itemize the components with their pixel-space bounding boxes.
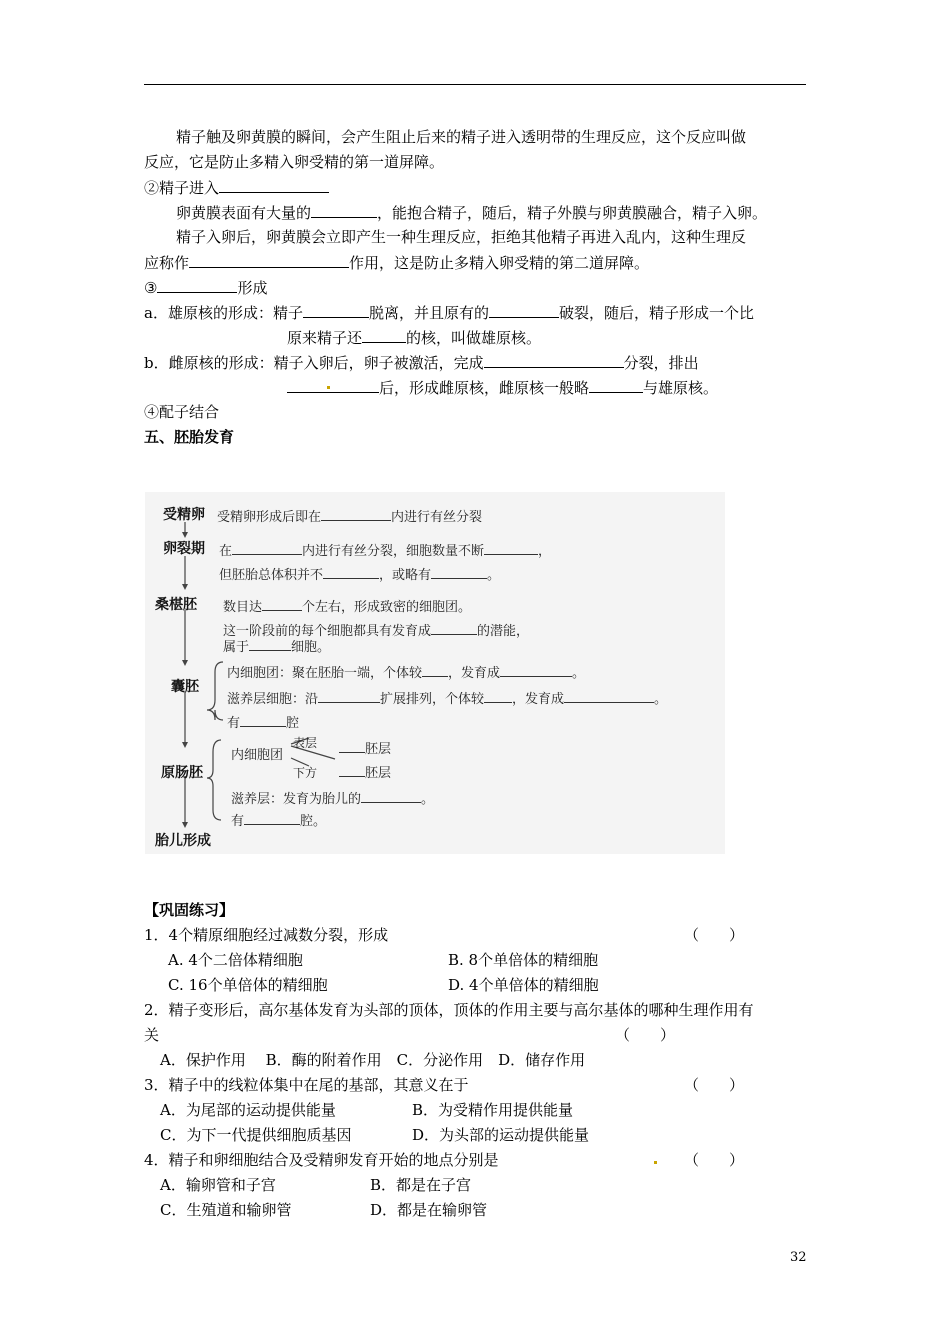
q2-stem-line-2: 关 bbox=[144, 1026, 160, 1044]
q1-answer-paren: （ ） bbox=[684, 926, 745, 944]
male-pronucleus-line-2 bbox=[287, 327, 541, 348]
q4-stem: 4．精子和卵细胞结合及受精卵发育开始的地点分别是 bbox=[144, 1151, 499, 1169]
a-text-4: 原来精子还 bbox=[287, 329, 363, 347]
gastrula-cavity: 有 腔。 bbox=[231, 814, 327, 829]
morula-desc-1: 数目达 个左右，形成致密的细胞团。 bbox=[223, 600, 472, 615]
step-2-line bbox=[144, 177, 329, 198]
blank bbox=[484, 352, 624, 368]
a-text-1: 精子 bbox=[272, 304, 303, 322]
q1-option-c: C. 16个单倍体的精细胞 bbox=[168, 976, 328, 994]
step-3-line bbox=[144, 277, 267, 298]
q1-option-a: A. 4个二倍体精细胞 bbox=[168, 951, 303, 969]
para-1-line-2: 反应，它是防止多精入卵受精的第一道屏障。 bbox=[144, 153, 445, 171]
para-2 bbox=[176, 202, 767, 223]
q4-option-a: A．输卵管和子宫 bbox=[160, 1176, 276, 1194]
zygote-desc: 受精卵形成后即在 内进行有丝分裂 bbox=[217, 510, 483, 525]
para-2-a: 卵黄膜表面有大量的 bbox=[176, 204, 312, 222]
stage-blastocyst: 囊胚 bbox=[171, 679, 199, 695]
blastocyst-icm: 内细胞团：聚在胚胎一端，个体较 ，发育成 。 bbox=[227, 666, 586, 681]
b-label: b．雌原核的形成： bbox=[144, 354, 274, 372]
q3-option-b: B．为受精作用提供能量 bbox=[412, 1101, 574, 1119]
q1-option-b: B. 8个单倍体的精细胞 bbox=[448, 951, 599, 969]
cleavage-desc-2: 但胚胎总体积并不 ，或略有 。 bbox=[219, 568, 501, 583]
blank bbox=[311, 202, 377, 218]
blank bbox=[362, 327, 406, 343]
a-label: a．雄原核的形成： bbox=[144, 304, 273, 322]
stage-morula: 桑椹胚 bbox=[155, 597, 197, 613]
stray-mark bbox=[327, 386, 330, 389]
gastrula-below: 下方 bbox=[293, 766, 318, 780]
q2-answer-paren: （ ） bbox=[615, 1026, 676, 1044]
blank bbox=[489, 302, 559, 318]
embryo-development-diagram bbox=[145, 492, 725, 854]
para-3-b: 作用，这是防止多精入卵受精的第二道屏障。 bbox=[349, 254, 650, 272]
blank bbox=[287, 377, 379, 393]
step-3-b: 形成 bbox=[237, 279, 268, 297]
q2-stem-line-1: 2．精子变形后，高尔基体发育为头部的顶体，顶体的作用主要与高尔基体的哪种生理作用有 bbox=[144, 1001, 754, 1019]
q2-options: A．保护作用 B．酶的附着作用 C．分泌作用 D．储存作用 bbox=[160, 1051, 586, 1069]
stage-gastrula: 原肠胚 bbox=[161, 765, 203, 781]
gastrula-surface: 表层 bbox=[293, 736, 318, 750]
para-1-line-1: 精子触及卵黄膜的瞬间，会产生阻止后来的精子进入透明带的生理反应，这个反应叫做 bbox=[176, 128, 747, 146]
stage-zygote: 受精卵 bbox=[163, 507, 205, 523]
b-text-2: 分裂，排出 bbox=[623, 354, 699, 372]
a-text-2: 脱离，并且原有的 bbox=[368, 304, 489, 322]
para-3-a: 应称作 bbox=[144, 254, 190, 272]
blank bbox=[189, 252, 349, 268]
q1-stem: 1．4个精原细胞经过减数分裂，形成 bbox=[144, 926, 389, 944]
cleavage-desc-1: 在 内进行有丝分裂，细胞数量不断 ， bbox=[219, 544, 552, 559]
q4-option-d: D．都是在输卵管 bbox=[370, 1201, 488, 1219]
q4-answer-paren: （ ） bbox=[684, 1151, 745, 1169]
q3-stem: 3．精子中的线粒体集中在尾的基部，其意义在于 bbox=[144, 1076, 469, 1094]
morula-desc-3: 属于 细胞。 bbox=[223, 640, 331, 655]
b-text-3: 后，形成雌原核，雌原核一般略 bbox=[379, 379, 590, 397]
para-3-line-1: 精子入卵后，卵黄膜会立即产生一种生理反应，拒绝其他精子再进入乱内，这种生理反 bbox=[176, 228, 747, 246]
q3-answer-paren: （ ） bbox=[684, 1076, 745, 1094]
q3-option-a: A．为尾部的运动提供能量 bbox=[160, 1101, 336, 1119]
male-pronucleus-line-1 bbox=[144, 302, 754, 323]
stray-mark bbox=[654, 1161, 657, 1164]
morula-desc-2: 这一阶段前的每个细胞都具有发育成 的潜能， bbox=[223, 624, 530, 639]
a-text-5: 的核，叫做雄原核。 bbox=[406, 329, 542, 347]
blastocyst-cavity: 有 腔 bbox=[227, 716, 300, 731]
q3-option-d: D．为头部的运动提供能量 bbox=[412, 1126, 590, 1144]
gastrula-trophoblast: 滋养层：发育为胎儿的 。 bbox=[231, 792, 435, 807]
q4-option-b: B．都是在子宫 bbox=[370, 1176, 472, 1194]
q4-option-c: C．生殖道和输卵管 bbox=[160, 1201, 292, 1219]
blank bbox=[303, 302, 369, 318]
header-rule bbox=[144, 84, 806, 85]
q3-option-c: C．为下一代提供细胞质基因 bbox=[160, 1126, 352, 1144]
blank bbox=[157, 277, 237, 293]
page-number: 32 bbox=[790, 1250, 807, 1265]
blank bbox=[219, 177, 329, 193]
stage-cleavage: 卵裂期 bbox=[163, 541, 205, 557]
step-2-label: ②精子进入 bbox=[144, 179, 220, 197]
stage-fetus: 胎儿形成 bbox=[155, 833, 211, 849]
a-text-3: 破裂，随后，精子形成一个比 bbox=[558, 304, 754, 322]
step-4-label: ④配子结合 bbox=[144, 403, 220, 421]
blank bbox=[589, 377, 643, 393]
q1-option-d: D. 4个单倍体的精细胞 bbox=[448, 976, 599, 994]
step-3-a: ③ bbox=[144, 279, 158, 297]
gastrula-layer-2: 胚层 bbox=[339, 762, 391, 781]
gastrula-layer-1: 胚层 bbox=[339, 738, 391, 757]
blastocyst-trophoblast: 滋养层细胞：沿 扩展排列，个体较 ，发育成 。 bbox=[227, 692, 668, 707]
para-2-b: ，能抱合精子，随后，精子外膜与卵黄膜融合，精子入卵。 bbox=[377, 204, 768, 222]
para-3-line-2 bbox=[144, 252, 649, 273]
gastrula-icm: 内细胞团 bbox=[231, 748, 284, 763]
female-pronucleus-line-2 bbox=[287, 377, 718, 398]
section-5-heading: 五、胚胎发育 bbox=[144, 428, 235, 446]
b-text-4: 与雄原核。 bbox=[643, 379, 719, 397]
b-text-1: 精子入卵后，卵子被激活，完成 bbox=[273, 354, 484, 372]
female-pronucleus-line-1 bbox=[144, 352, 699, 373]
practice-heading: 【巩固练习】 bbox=[144, 901, 235, 919]
